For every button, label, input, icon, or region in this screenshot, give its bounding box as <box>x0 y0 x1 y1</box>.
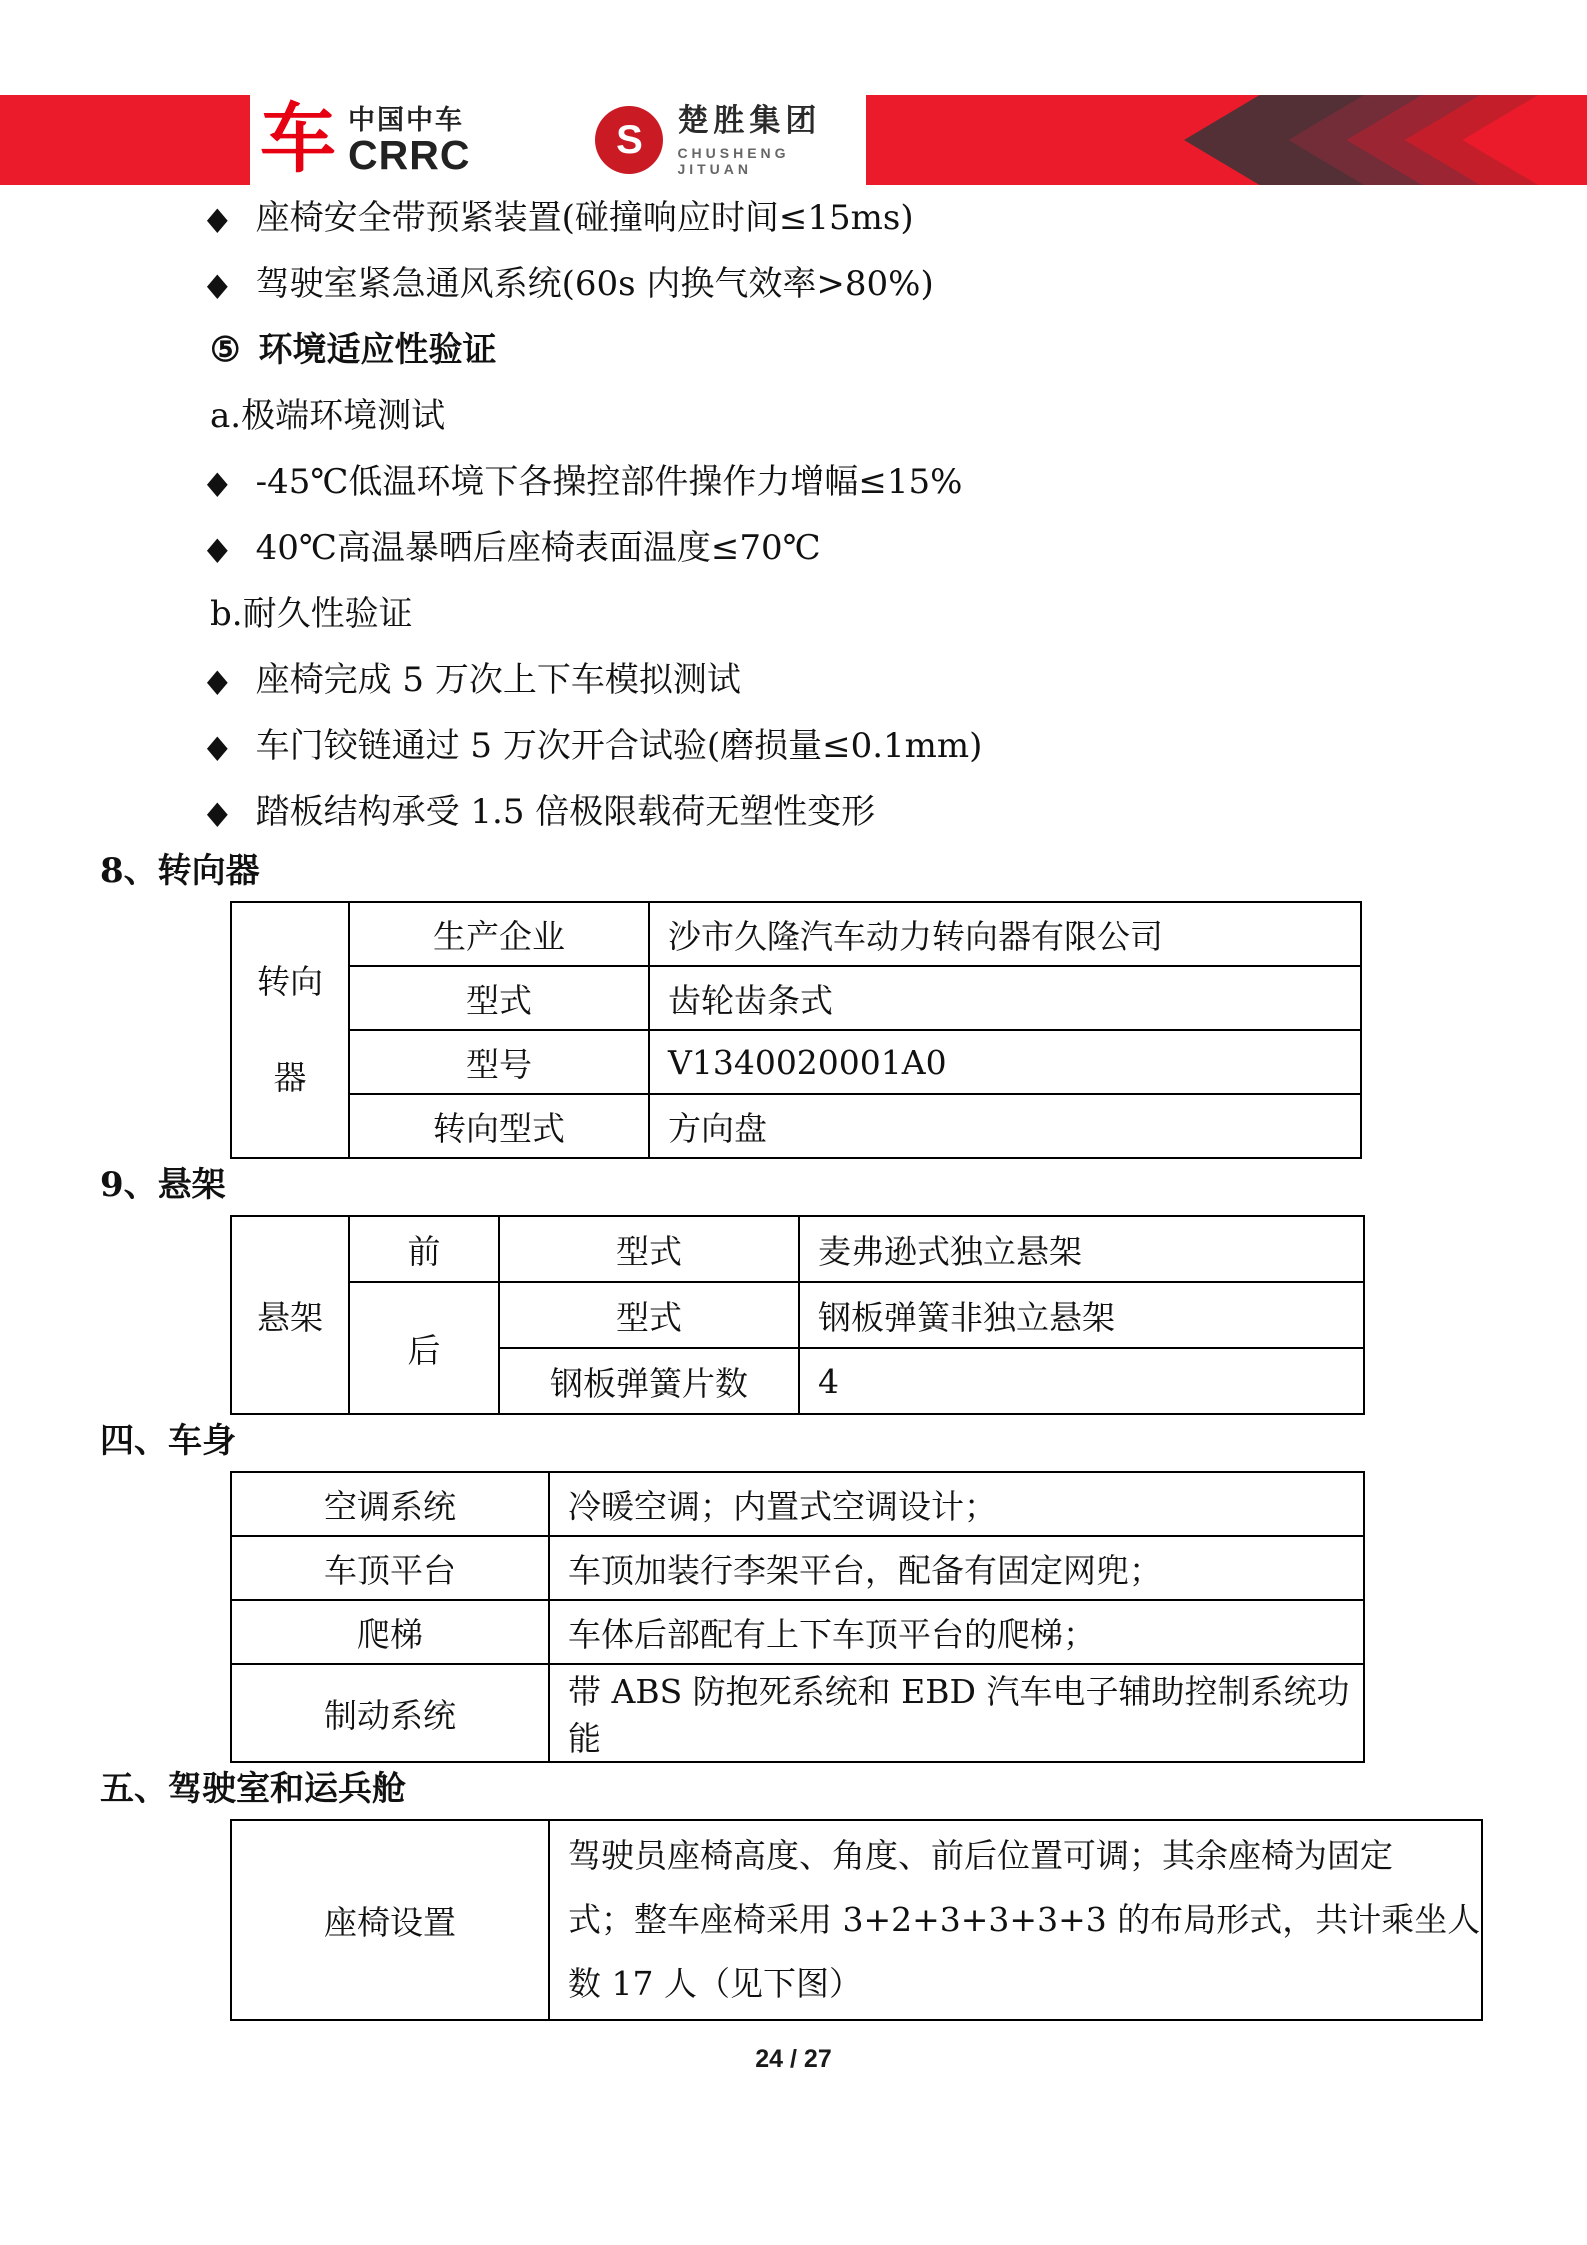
table-row <box>231 902 1361 966</box>
diamond-bullet-icon: ◆ <box>206 661 228 699</box>
steering-table <box>230 901 1362 1159</box>
circled-number-icon: ⑤ <box>210 330 241 370</box>
chusheng-en-label: CHUSHENG JITUAN <box>677 145 790 177</box>
section-heading-suspension: 9、悬架 <box>100 1165 226 1205</box>
chusheng-logo-glyph: S <box>616 118 643 162</box>
subsection-item-b: b.耐久性验证 <box>210 594 413 634</box>
row-label: 型式 <box>349 966 649 1030</box>
body-table <box>230 1471 1365 1763</box>
row-value: 齿轮齿条式 <box>649 966 1361 1030</box>
row-value: 4 <box>799 1348 1364 1414</box>
table-row <box>231 1216 1364 1282</box>
row-label: 爬梯 <box>231 1600 549 1664</box>
list-item <box>0 251 1587 317</box>
table-row <box>231 1820 1482 2020</box>
row-value: 带 ABS 防抱死系统和 EBD 汽车电子辅助控制系统功能 <box>549 1664 1364 1762</box>
table-row <box>231 1536 1364 1600</box>
list-item <box>0 515 1587 581</box>
cabin-text-line: 驾驶员座椅高度、角度、前后位置可调；其余座椅为固定 <box>568 1836 1393 1875</box>
page-number: 24 / 27 <box>755 2045 832 2073</box>
table-row <box>231 1472 1364 1536</box>
section-heading-steering: 8、转向器 <box>100 851 260 891</box>
header-left-red-block <box>0 95 250 185</box>
section-heading-cabin: 五、驾驶室和运兵舱 <box>100 1769 406 1809</box>
document-body <box>0 185 1587 2021</box>
suspension-group-label: 悬架 <box>231 1216 349 1414</box>
list-item <box>0 185 1587 251</box>
crrc-en-label: CRRC <box>348 132 471 178</box>
list-item-text: 车门铰链通过 5 万次开合试验(磨损量≤0.1mm) <box>255 726 983 766</box>
chevron-arrows-icon <box>1184 95 1587 185</box>
row-value: 沙市久隆汽车动力转向器有限公司 <box>649 902 1361 966</box>
steering-group-label: 转向器 <box>257 962 323 1097</box>
list-item <box>0 779 1587 845</box>
row-value: 麦弗逊式独立悬架 <box>799 1216 1364 1282</box>
suspension-front-label: 前 <box>349 1216 499 1282</box>
diamond-bullet-icon: ◆ <box>206 463 228 501</box>
list-item <box>0 449 1587 515</box>
steering-group-cell <box>231 902 349 1158</box>
page-header <box>0 95 1587 185</box>
cabin-table <box>230 1819 1483 2021</box>
chusheng-logo-text <box>677 103 866 177</box>
row-label: 钢板弹簧片数 <box>499 1348 799 1414</box>
row-label: 制动系统 <box>231 1664 549 1762</box>
row-value: 冷暖空调；内置式空调设计； <box>549 1472 1364 1536</box>
list-item-text: 座椅安全带预紧装置(碰撞响应时间≤15ms) <box>255 198 914 238</box>
table-row <box>231 1094 1361 1158</box>
row-label: 型号 <box>349 1030 649 1094</box>
crrc-cn-label: 中国中车 <box>348 105 464 135</box>
chusheng-logo-icon <box>595 106 663 174</box>
table-row <box>231 1664 1364 1762</box>
row-label: 转向型式 <box>349 1094 649 1158</box>
diamond-bullet-icon: ◆ <box>206 529 228 567</box>
diamond-bullet-icon: ◆ <box>206 793 228 831</box>
cabin-text-line: 式；整车座椅采用 3+2+3+3+3+3 的布局形式，共计乘坐人 <box>568 1900 1481 1939</box>
list-item-text: 驾驶室紧急通风系统(60s 内换气效率>80%) <box>255 264 934 304</box>
crrc-logo-text <box>348 105 471 178</box>
row-value: V1340020001A0 <box>649 1030 1361 1094</box>
row-label: 座椅设置 <box>231 1820 549 2020</box>
suspension-table <box>230 1215 1365 1415</box>
table-row <box>231 1282 1364 1348</box>
row-label: 车顶平台 <box>231 1536 549 1600</box>
list-item-text: 座椅完成 5 万次上下车模拟测试 <box>255 660 741 700</box>
row-label: 生产企业 <box>349 902 649 966</box>
logo-area <box>250 95 866 185</box>
diamond-bullet-icon: ◆ <box>206 265 228 303</box>
header-right-red-band <box>866 95 1587 185</box>
row-value <box>549 1820 1482 2020</box>
crrc-logo-icon: 车 <box>260 97 336 182</box>
row-label: 型式 <box>499 1282 799 1348</box>
row-value: 钢板弹簧非独立悬架 <box>799 1282 1364 1348</box>
table-row <box>231 1030 1361 1094</box>
suspension-rear-label: 后 <box>349 1282 499 1414</box>
subsection-heading-5 <box>0 317 1587 383</box>
list-item-text: 踏板结构承受 1.5 倍极限载荷无塑性变形 <box>255 792 876 832</box>
section-heading-body: 四、车身 <box>100 1421 236 1461</box>
table-row <box>231 966 1361 1030</box>
list-item-text: -45℃低温环境下各操控部件操作力增幅≤15% <box>255 462 963 502</box>
diamond-bullet-icon: ◆ <box>206 199 228 237</box>
row-value: 车体后部配有上下车顶平台的爬梯； <box>549 1600 1364 1664</box>
subsection-title: 环境适应性验证 <box>258 330 497 370</box>
subsection-item-a: a.极端环境测试 <box>210 396 446 436</box>
list-item <box>0 713 1587 779</box>
chusheng-cn-label: 楚胜集团 <box>677 103 822 138</box>
list-item-text: 40℃高温暴晒后座椅表面温度≤70℃ <box>255 528 821 568</box>
row-label: 型式 <box>499 1216 799 1282</box>
list-item <box>0 647 1587 713</box>
table-row <box>231 1600 1364 1664</box>
row-value: 方向盘 <box>649 1094 1361 1158</box>
row-label: 空调系统 <box>231 1472 549 1536</box>
cabin-text-line: 数 17 人（见下图） <box>568 1964 862 2003</box>
diamond-bullet-icon: ◆ <box>206 727 228 765</box>
row-value: 车顶加装行李架平台，配备有固定网兜； <box>549 1536 1364 1600</box>
